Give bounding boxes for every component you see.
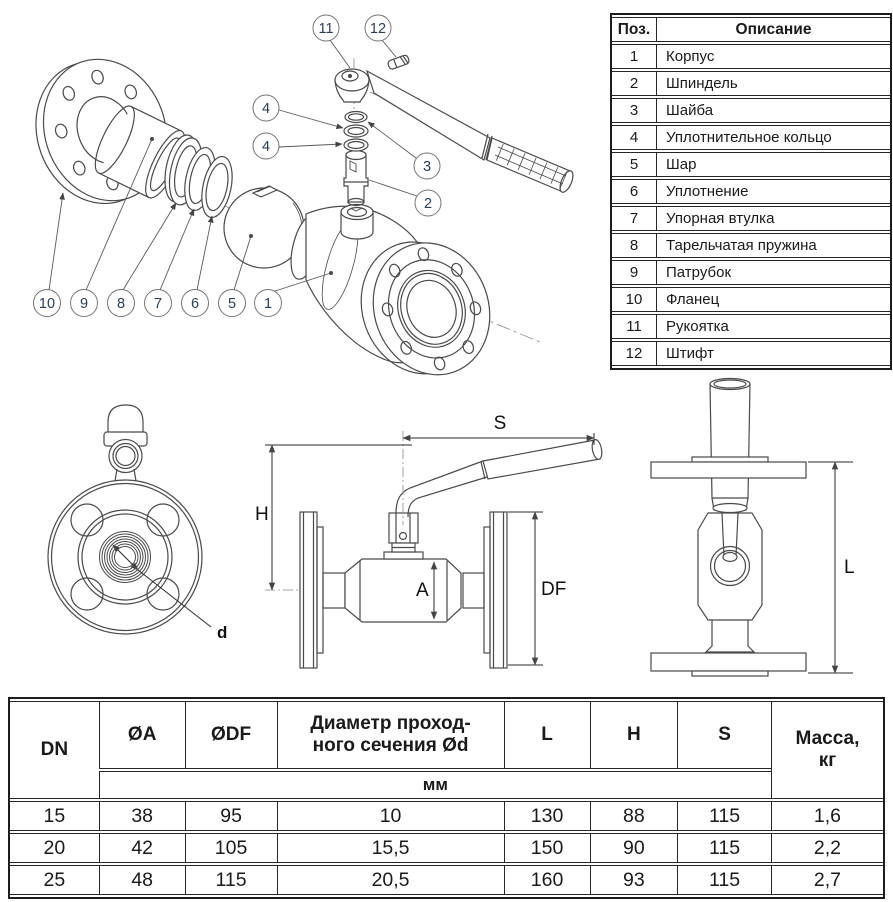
table-row [612, 260, 890, 285]
cell: 25 [10, 865, 99, 895]
cell-pos: 3 [612, 98, 656, 123]
cell-desc: Тарельчатая пружина [656, 233, 890, 258]
dim-df [508, 512, 543, 665]
table-row [10, 833, 883, 863]
cell: 15 [10, 801, 99, 831]
cell-pos: 7 [612, 206, 656, 231]
cell-pos: 8 [612, 233, 656, 258]
dim-label-df: DF [541, 579, 567, 600]
cell: 15,5 [277, 833, 504, 863]
svg-text:3: 3 [422, 159, 432, 175]
exploded-view-drawing [0, 0, 612, 372]
col-mass [771, 701, 883, 799]
cell: 160 [504, 865, 590, 895]
svg-text:9: 9 [79, 296, 89, 312]
callout-10 [34, 290, 61, 317]
col-bore [277, 701, 504, 769]
dim-label-l: L [844, 557, 855, 578]
cell: 115 [677, 833, 771, 863]
dim-s [403, 433, 594, 445]
cell-desc: Шпиндель [656, 71, 890, 96]
cell: 90 [590, 833, 678, 863]
callout-2 [415, 190, 441, 216]
table-row [10, 801, 883, 831]
cell-desc: Корпус [656, 44, 890, 69]
callout-6 [182, 290, 209, 317]
cell-desc: Упорная втулка [656, 206, 890, 231]
parts-col-pos: Поз. [612, 17, 656, 42]
cell: 88 [590, 801, 678, 831]
callout-4b [253, 133, 279, 159]
table-row [612, 206, 890, 231]
parts-table-header-row [612, 17, 890, 42]
unit-cell: мм [99, 771, 771, 799]
parts-table [610, 13, 892, 370]
col-a: ØA [99, 701, 185, 769]
cell-desc: Рукоятка [656, 314, 890, 339]
cell: 115 [185, 865, 277, 895]
pin-part [387, 54, 410, 70]
cell-desc: Штифт [656, 341, 890, 366]
table-row [10, 865, 883, 895]
handle-part [335, 58, 576, 194]
front-view-drawing [10, 380, 255, 670]
cell: 38 [99, 801, 185, 831]
dim-label-s: S [493, 413, 507, 434]
end-view-drawing [618, 368, 893, 693]
cell: 10 [277, 801, 504, 831]
callout-7 [145, 290, 172, 317]
table-row [612, 341, 890, 366]
svg-text:8: 8 [116, 296, 126, 312]
callout-8 [108, 290, 135, 317]
cell: 2,7 [771, 865, 883, 895]
cell-desc: Шар [656, 152, 890, 177]
cell-pos: 11 [612, 314, 656, 339]
table-row [612, 233, 890, 258]
cell-pos: 2 [612, 71, 656, 96]
svg-text:4: 4 [261, 101, 271, 117]
table-row [612, 287, 890, 312]
callout-3 [414, 153, 440, 179]
cell: 115 [677, 801, 771, 831]
callout-12 [365, 15, 391, 41]
cell-pos: 5 [612, 152, 656, 177]
col-df: ØDF [185, 701, 277, 769]
cell: 93 [590, 865, 678, 895]
cell-pos: 6 [612, 179, 656, 204]
svg-text:1: 1 [263, 296, 273, 312]
table-row [612, 314, 890, 339]
table-row [612, 179, 890, 204]
spindle-part [344, 151, 368, 206]
col-dn: DN [10, 701, 99, 799]
oring-part [344, 112, 368, 152]
svg-text:12: 12 [369, 21, 387, 37]
table-row [612, 44, 890, 69]
dim-label-a: A [416, 580, 429, 601]
side-view-drawing [250, 395, 615, 695]
dims-header-row [10, 701, 883, 769]
callout-9 [71, 290, 98, 317]
svg-text:7: 7 [153, 296, 163, 312]
cell-desc: Уплотнительное кольцо [656, 125, 890, 150]
svg-text:6: 6 [190, 296, 200, 312]
table-row [612, 71, 890, 96]
col-mass-line2: кг [818, 750, 837, 771]
cell: 150 [504, 833, 590, 863]
cell: 105 [185, 833, 277, 863]
cell-pos: 1 [612, 44, 656, 69]
cell-pos: 10 [612, 287, 656, 312]
col-h: H [590, 701, 678, 769]
cell-desc: Уплотнение [656, 179, 890, 204]
cell: 1,6 [771, 801, 883, 831]
cell: 20 [10, 833, 99, 863]
cell: 130 [504, 801, 590, 831]
cell: 2,2 [771, 833, 883, 863]
dim-label-d: d [217, 623, 228, 642]
col-mass-line1: Масса, [795, 728, 860, 750]
callout-1 [255, 290, 282, 317]
col-bore-line2: ного сечения Ød [312, 735, 469, 756]
cell: 20,5 [277, 865, 504, 895]
svg-text:10: 10 [38, 296, 56, 312]
table-row [612, 152, 890, 177]
cell-desc: Шайба [656, 98, 890, 123]
col-l: L [504, 701, 590, 769]
cell: 42 [99, 833, 185, 863]
parts-col-desc: Описание [656, 17, 890, 42]
cell-desc: Фланец [656, 287, 890, 312]
dims-unit-row [10, 771, 883, 799]
cell: 95 [185, 801, 277, 831]
cell-pos: 9 [612, 260, 656, 285]
cell: 115 [677, 865, 771, 895]
dim-label-h: H [255, 504, 269, 525]
col-s: S [677, 701, 771, 769]
callout-5 [219, 290, 246, 317]
callout-11 [313, 15, 339, 41]
body-part [285, 205, 508, 396]
dimensions-table [8, 697, 885, 899]
svg-text:2: 2 [423, 196, 433, 212]
callout-4a [253, 95, 279, 121]
col-bore-line1: Диаметр проход- [310, 713, 471, 735]
table-row [612, 98, 890, 123]
cell: 48 [99, 865, 185, 895]
svg-text:5: 5 [227, 296, 237, 312]
table-row [612, 125, 890, 150]
cell-pos: 12 [612, 341, 656, 366]
svg-text:11: 11 [318, 21, 334, 37]
cell-pos: 4 [612, 125, 656, 150]
svg-text:4: 4 [261, 139, 271, 155]
cell-desc: Патрубок [656, 260, 890, 285]
